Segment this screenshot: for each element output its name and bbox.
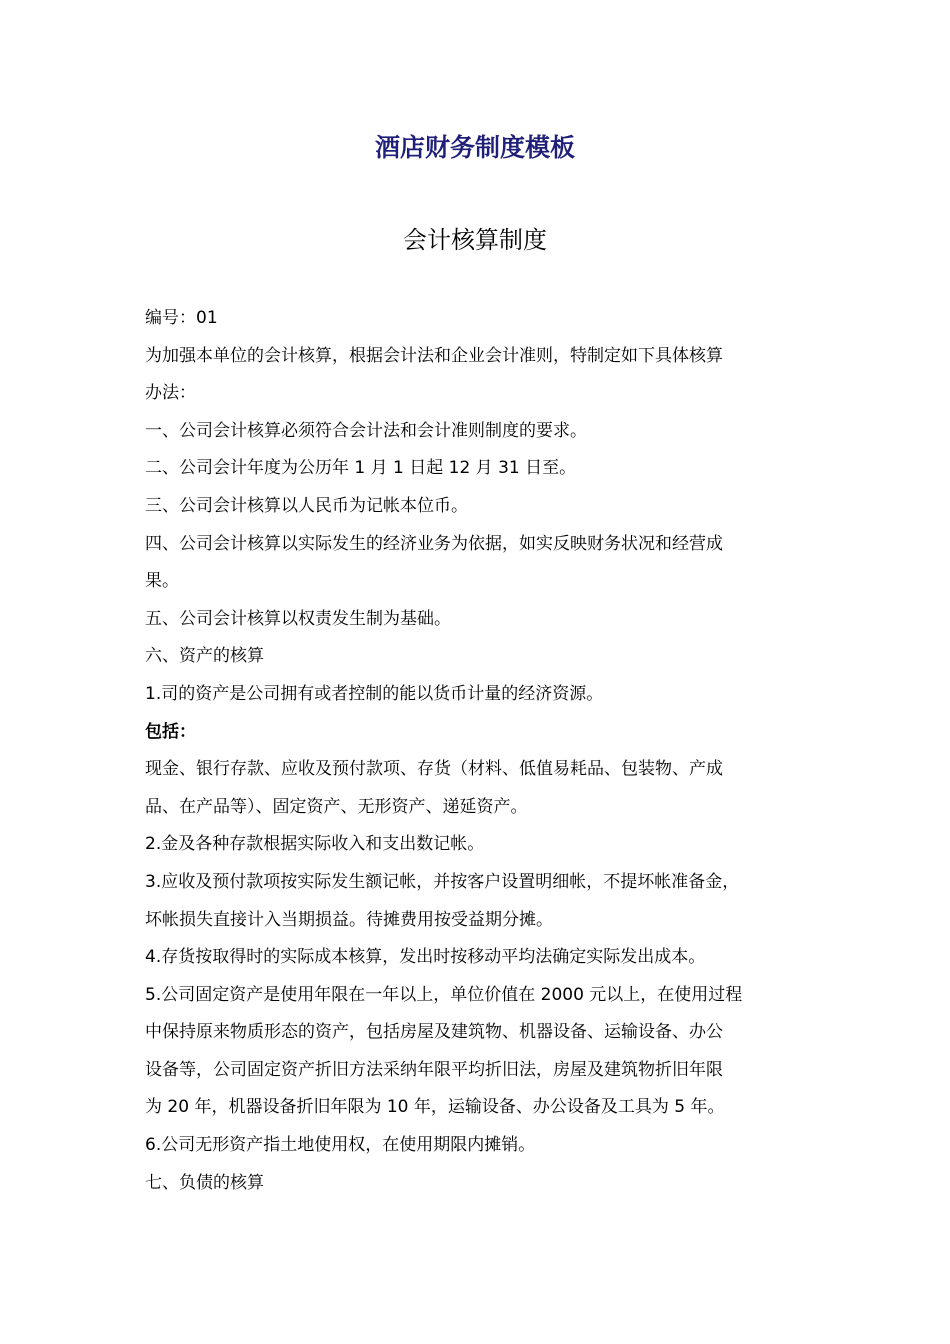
list-item: 2.金及各种存款根据实际收入和支出数记帐。	[145, 834, 485, 855]
document-subtitle: 会计核算制度	[403, 226, 547, 254]
list-item: 4.存货按取得时的实际成本核算，发出时按移动平均法确定实际发出成本。	[145, 947, 706, 968]
doc-number-line: 编号：01	[145, 308, 218, 328]
paragraph-line: 品、在产品等）、固定资产、无形资产、递延资产。	[145, 796, 528, 817]
paragraph-line: 中保持原来物质形态的资产，包括房屋及建筑物、机器设备、运输设备、办公	[145, 1022, 723, 1043]
section-line: 五、公司会计核算以权责发生制为基础。	[145, 608, 451, 629]
section-heading: 七、负债的核算	[145, 1172, 264, 1193]
section-line: 二、公司会计年度为公历年 1 月 1 日起 12 月 31 日至。	[145, 458, 577, 479]
section-heading: 六、资产的核算	[145, 646, 264, 667]
document-body	[145, 300, 810, 1202]
paragraph-line: 为 20 年，机器设备折旧年限为 10 年，运输设备、办公设备及工具为 5 年。	[145, 1097, 725, 1118]
section-line: 四、公司会计核算以实际发生的经济业务为依据，如实反映财务状况和经营成	[145, 533, 723, 554]
list-item: 5.公司固定资产是使用年限在一年以上，单位价值在 2000 元以上，在使用过程	[145, 984, 743, 1005]
paragraph-line: 为加强本单位的会计核算，根据会计法和企业会计准则，特制定如下具体核算	[145, 345, 723, 366]
paragraph-line: 设备等，公司固定资产折旧方法采纳年限平均折旧法，房屋及建筑物折旧年限	[145, 1059, 723, 1080]
paragraph-line: 办法：	[145, 383, 196, 404]
bold-label: 包括：	[145, 721, 196, 742]
list-item: 1.司的资产是公司拥有或者控制的能以货币计量的经济资源。	[145, 683, 604, 704]
paragraph-line: 坏帐损失直接计入当期损益。待摊费用按受益期分摊。	[145, 909, 553, 930]
list-item: 6.公司无形资产指土地使用权，在使用期限内摊销。	[145, 1135, 536, 1156]
section-line: 三、公司会计核算以人民币为记帐本位币。	[145, 495, 468, 516]
paragraph-line: 现金、银行存款、应收及预付款项、存货（材料、低值易耗品、包装物、产成	[145, 759, 723, 780]
list-item: 3.应收及预付款项按实际发生额记帐，并按客户设置明细帐，不提坏帐准备金，	[145, 871, 740, 892]
paragraph-line: 果。	[145, 571, 179, 592]
document-title: 酒店财务制度模板	[374, 133, 575, 162]
section-line: 一、公司会计核算必须符合会计法和会计准则制度的要求。	[145, 420, 587, 441]
